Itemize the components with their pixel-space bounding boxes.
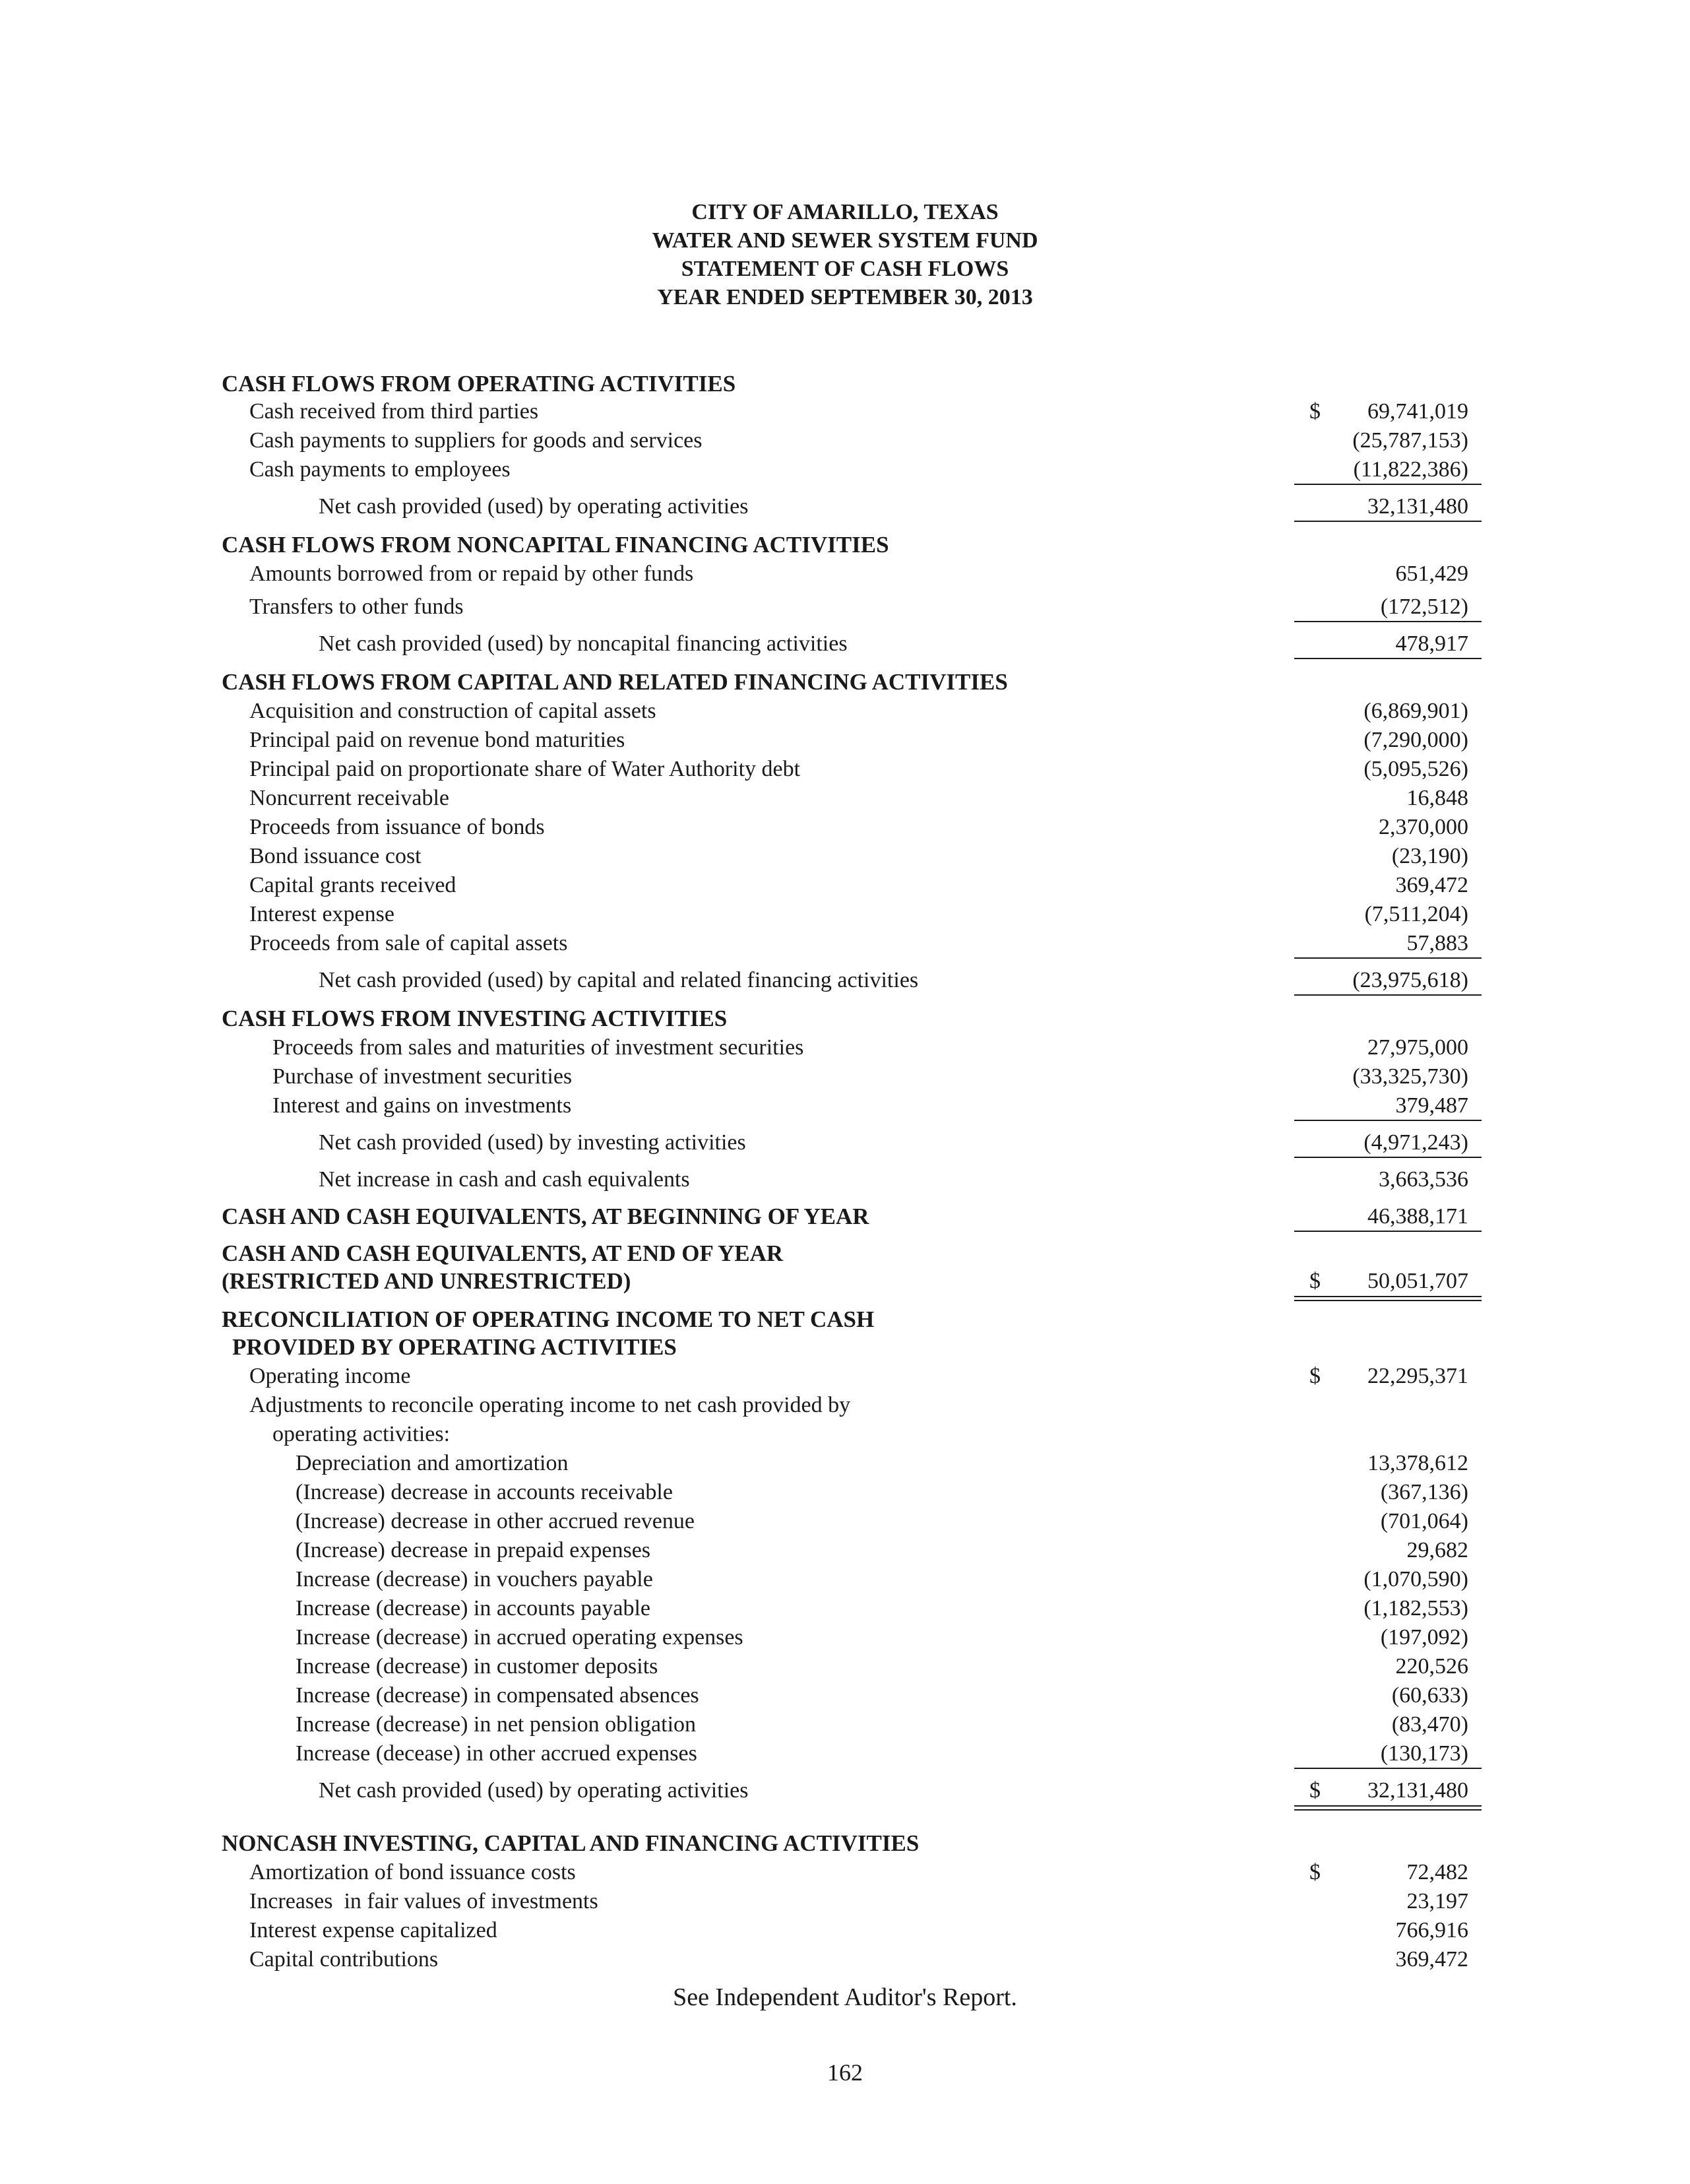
line-item: Capital contributions 369,472 — [249, 1947, 1468, 1972]
underline — [1294, 1231, 1482, 1232]
total-row: CASH AND CASH EQUIVALENTS, AT BEGINNING OF YEAR 46,388,171 — [0, 1202, 1690, 1231]
line-item: Purchase of investment securities (33,325,730) — [272, 1064, 1468, 1089]
line-item: Cash received from third parties $ 69,741,019 — [0, 397, 1690, 426]
entity-name: CITY OF AMARILLO, TEXAS — [691, 200, 999, 224]
line-item: (Increase) decrease in prepaid expenses 29,682 — [296, 1538, 1468, 1562]
line-item: Proceeds from issuance of bonds 2,370,000 — [249, 815, 1468, 839]
line-item: Increase (decrease) in compensated absences (60,633) — [296, 1683, 1468, 1708]
line-item: Bond issuance cost (23,190) — [249, 844, 1468, 868]
section-operating: CASH FLOWS FROM OPERATING ACTIVITIES — [222, 371, 736, 397]
underline — [1294, 521, 1482, 522]
currency-symbol: $ — [1309, 1364, 1321, 1388]
section-reconciliation-cont: PROVIDED BY OPERATING ACTIVITIES — [232, 1334, 677, 1360]
section-end-of-year: CASH AND CASH EQUIVALENTS, AT END OF YEAR — [222, 1240, 784, 1266]
line-item: Capital grants received 369,472 — [249, 873, 1468, 897]
line-item: Amortization of bond issuance costs $ 72,482 — [0, 1858, 1690, 1887]
line-item: Acquisition and construction of capital assets (6,869,901) — [249, 699, 1468, 723]
subtotal-row: Net cash provided (used) by operating activities 32,131,480 — [0, 492, 1690, 521]
currency-symbol: $ — [1309, 1860, 1321, 1884]
currency-symbol: $ — [1309, 399, 1321, 424]
line-item: Increase (decrease) in net pension obligation (83,470) — [296, 1712, 1468, 1737]
currency-symbol: $ — [1309, 1778, 1321, 1803]
statement-header — [0, 198, 1690, 311]
section-noncash: NONCASH INVESTING, CAPITAL AND FINANCING ACTIVITIES — [222, 1830, 920, 1856]
period-label: YEAR ENDED SEPTEMBER 30, 2013 — [657, 285, 1033, 309]
line-item: Operating income $ 22,295,371 — [0, 1362, 1690, 1391]
underline — [1294, 957, 1482, 959]
line-item: Principal paid on revenue bond maturities (7,290,000) — [249, 728, 1468, 752]
line-item: Principal paid on proportionate share of Water Authority debt (5,095,526) — [249, 757, 1468, 781]
line-item: (Increase) decrease in other accrued revenue (701,064) — [296, 1509, 1468, 1533]
line-item: Adjustments to reconcile operating income to net cash provided by — [249, 1393, 851, 1417]
section-noncapital: CASH FLOWS FROM NONCAPITAL FINANCING ACTIVITIES — [222, 532, 889, 558]
line-item: Interest expense (7,511,204) — [249, 902, 1468, 926]
line-item: operating activities: — [272, 1422, 451, 1446]
fund-name: WATER AND SEWER SYSTEM FUND — [652, 228, 1038, 253]
line-item: Increase (decrease) in vouchers payable (1,070,590) — [296, 1567, 1468, 1591]
line-item: Cash payments to suppliers for goods and services (25,787,153) — [249, 428, 1468, 453]
line-item: Cash payments to employees (11,822,386) — [0, 455, 1690, 484]
subtotal-row: Net cash provided (used) by capital and related financing activities (23,975,618) — [0, 966, 1690, 995]
line-item: Interest expense capitalized 766,916 — [249, 1918, 1468, 1943]
double-underline — [1294, 1296, 1482, 1301]
line-item: Increase (decrease) in customer deposits 220,526 — [296, 1654, 1468, 1679]
currency-symbol: $ — [1309, 1269, 1321, 1293]
line-item: Increase (decrease) in accounts payable (1,182,553) — [296, 1596, 1468, 1621]
line-item: (Increase) decrease in accounts receivable (367,136) — [296, 1480, 1468, 1504]
underline — [1294, 621, 1482, 622]
grand-total-row: (RESTRICTED AND UNRESTRICTED) $ 50,051,707 — [0, 1267, 1690, 1296]
line-item: Proceeds from sale of capital assets 57,883 — [0, 929, 1690, 958]
auditor-note: See Independent Auditor's Report. — [673, 1983, 1017, 2011]
underline — [1294, 658, 1482, 659]
line-item: Increase (decease) in other accrued expenses (130,173) — [0, 1739, 1690, 1768]
line-item: Increase (decrease) in accrued operating expenses (197,092) — [296, 1625, 1468, 1650]
line-item: Depreciation and amortization 13,378,612 — [296, 1451, 1468, 1475]
line-item: Interest and gains on investments 379,487 — [0, 1091, 1690, 1120]
page-number: 162 — [827, 2059, 863, 2086]
section-capital: CASH FLOWS FROM CAPITAL AND RELATED FINANCING ACTIVITIES — [222, 669, 1008, 695]
line-item: Amounts borrowed from or repaid by other funds 651,429 — [249, 562, 1468, 586]
subtotal-row: Net cash provided (used) by investing activities (4,971,243) — [0, 1128, 1690, 1157]
section-reconciliation: RECONCILIATION OF OPERATING INCOME TO NET CASH — [222, 1306, 875, 1332]
line-item: Noncurrent receivable 16,848 — [249, 786, 1468, 810]
line-item: Proceeds from sales and maturities of investment securities 27,975,000 — [272, 1035, 1468, 1060]
underline — [1294, 1768, 1482, 1769]
section-investing: CASH FLOWS FROM INVESTING ACTIVITIES — [222, 1006, 728, 1031]
underline — [1294, 1120, 1482, 1121]
underline — [1294, 994, 1482, 996]
line-item: Increases in fair values of investments 23,197 — [249, 1889, 1468, 1913]
statement-title: STATEMENT OF CASH FLOWS — [681, 257, 1009, 281]
grand-total-row: Net cash provided (used) by operating activities $ 32,131,480 — [0, 1776, 1690, 1805]
double-underline — [1294, 1805, 1482, 1811]
underline — [1294, 484, 1482, 485]
line-item: Transfers to other funds (172,512) — [0, 593, 1690, 622]
underline — [1294, 1157, 1482, 1158]
subtotal-row: Net cash provided (used) by noncapital financing activities 478,917 — [0, 629, 1690, 658]
total-row: Net increase in cash and cash equivalents 3,663,536 — [319, 1167, 1468, 1192]
